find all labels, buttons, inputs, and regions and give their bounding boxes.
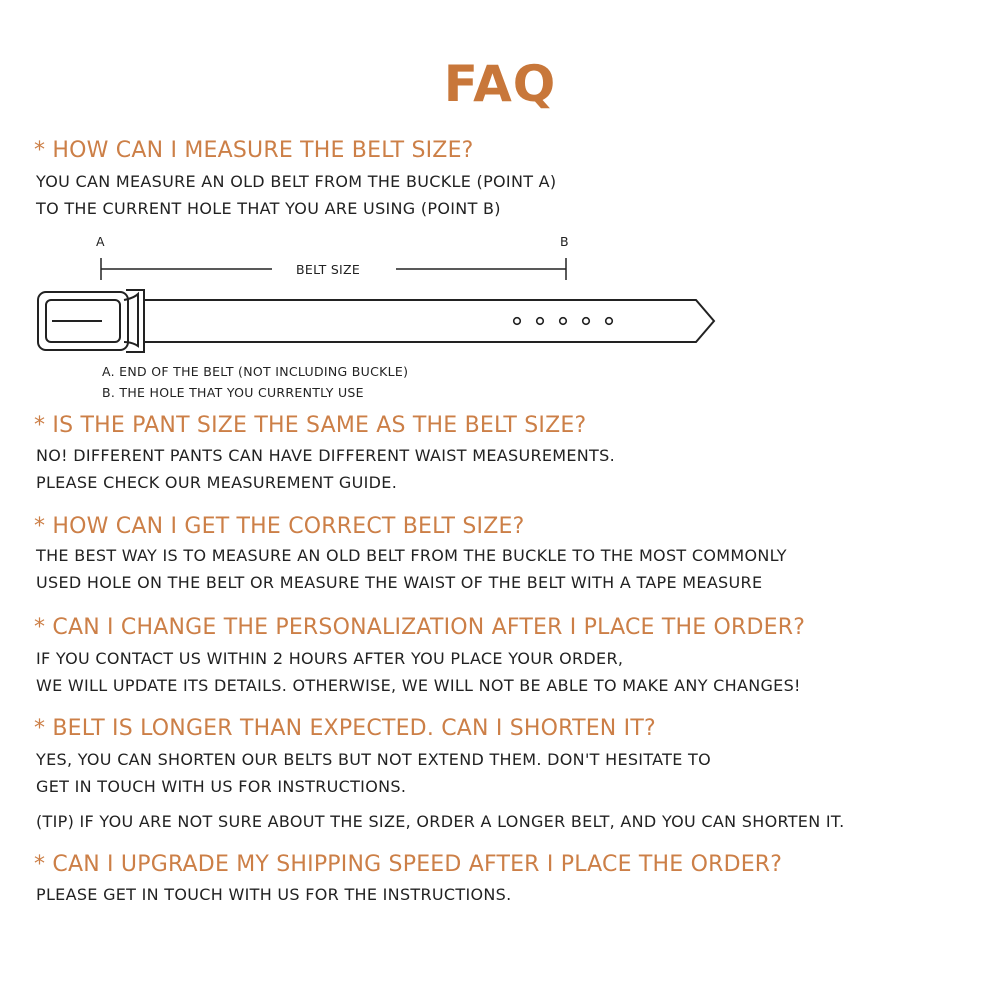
faq-question-pant-size: * IS THE PANT SIZE THE SAME AS THE BELT SIZE?: [34, 413, 587, 438]
belt-holes: [514, 318, 613, 325]
faq-answer-line: PLEASE GET IN TOUCH WITH US FOR THE INSTRUCTIONS.: [36, 885, 512, 904]
faq-answer-line: YOU CAN MEASURE AN OLD BELT FROM THE BUCKLE (POINT A): [36, 172, 557, 191]
point-a-label: A: [96, 234, 105, 249]
buckle-icon: [38, 292, 128, 350]
legend-b: B. THE HOLE THAT YOU CURRENTLY USE: [102, 385, 364, 400]
faq-answer-line: GET IN TOUCH WITH US FOR INSTRUCTIONS.: [36, 777, 407, 796]
faq-question-shipping: * CAN I UPGRADE MY SHIPPING SPEED AFTER I PLACE THE ORDER?: [34, 852, 783, 877]
belt-size-label: BELT SIZE: [296, 262, 361, 277]
faq-answer-line: NO! DIFFERENT PANTS CAN HAVE DIFFERENT WAIST MEASUREMENTS.: [36, 446, 615, 465]
faq-answer-line: YES, YOU CAN SHORTEN OUR BELTS BUT NOT EXTEND THEM. DON'T HESITATE TO: [36, 750, 711, 769]
faq-answer-line: THE BEST WAY IS TO MEASURE AN OLD BELT FROM THE BUCKLE TO THE MOST COMMONLY: [36, 546, 787, 565]
faq-question-personalization: * CAN I CHANGE THE PERSONALIZATION AFTER I PLACE THE ORDER?: [34, 615, 806, 640]
faq-question-measure: * HOW CAN I MEASURE THE BELT SIZE?: [34, 138, 474, 163]
legend-a: A. END OF THE BELT (NOT INCLUDING BUCKLE): [102, 364, 409, 379]
point-b-label: B: [560, 234, 569, 249]
belt-strap: [144, 300, 714, 342]
faq-answer-line: IF YOU CONTACT US WITHIN 2 HOURS AFTER YOU PLACE YOUR ORDER,: [36, 649, 624, 668]
faq-answer-line: USED HOLE ON THE BELT OR MEASURE THE WAIST OF THE BELT WITH A TAPE MEASURE: [36, 573, 763, 592]
belt-diagram: [30, 228, 730, 408]
faq-tip: (TIP) IF YOU ARE NOT SURE ABOUT THE SIZE, ORDER A LONGER BELT, AND YOU CAN SHORTEN IT.: [36, 812, 845, 831]
faq-answer-line: TO THE CURRENT HOLE THAT YOU ARE USING (POINT B): [36, 199, 501, 218]
faq-answer-line: PLEASE CHECK OUR MEASUREMENT GUIDE.: [36, 473, 398, 492]
belt-illustration: [30, 228, 730, 368]
faq-question-shorten: * BELT IS LONGER THAN EXPECTED. CAN I SHORTEN IT?: [34, 716, 656, 741]
measurement-line: [101, 258, 566, 280]
page-title: FAQ: [443, 55, 557, 113]
faq-question-correct-size: * HOW CAN I GET THE CORRECT BELT SIZE?: [34, 514, 525, 539]
faq-answer-line: WE WILL UPDATE ITS DETAILS. OTHERWISE, WE WILL NOT BE ABLE TO MAKE ANY CHANGES!: [36, 676, 801, 695]
